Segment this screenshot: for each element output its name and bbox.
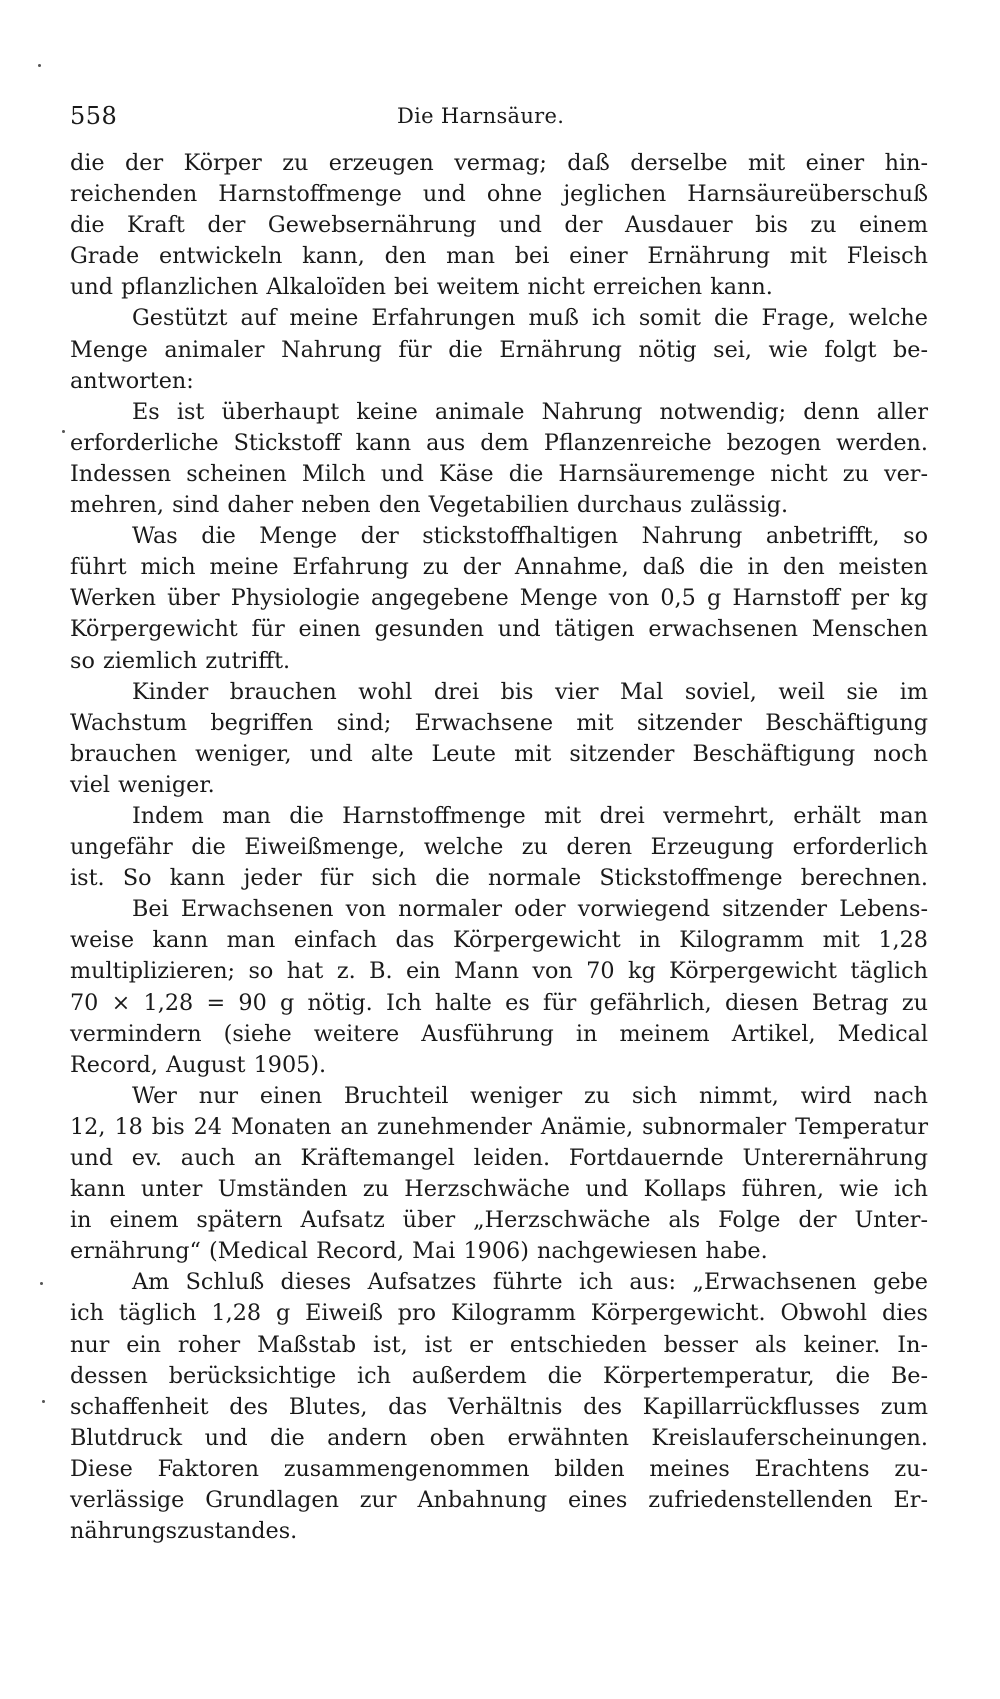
text-line: Record, August 1905). (70, 1051, 327, 1078)
text-line: führt mich meine Erfahrung zu der Annahme, daß die in den meisten (70, 554, 928, 581)
text-line: vermindern (siehe weitere Ausführung in meinem Artikel, Medical (70, 1020, 928, 1047)
text-line: brauchen weniger, und alte Leute mit sitzender Beschäftigung noch (70, 740, 928, 767)
running-title: Die Harnsäure. (397, 104, 565, 128)
page-header (70, 102, 930, 136)
text-line: Es ist überhaupt keine animale Nahrung notwendig; denn aller (132, 398, 928, 425)
text-line: ist. So kann jeder für sich die normale Stickstoffmenge berechnen. (70, 865, 928, 892)
text-line: dessen berücksichtige ich außerdem die Körpertemperatur, die Be- (70, 1362, 928, 1389)
text-line: viel weniger. (70, 771, 215, 798)
text-line: mehren, sind daher neben den Vegetabilien durchaus zulässig. (70, 492, 789, 519)
text-line: und ev. auch an Kräftemangel leiden. Fortdauernde Unterernährung (70, 1145, 928, 1171)
text-line: in einem spätern Aufsatz über „Herzschwäche als Folge der Unter- (70, 1207, 928, 1234)
text-line: kann unter Umständen zu Herzschwäche und Kollaps führen, wie ich (70, 1176, 928, 1203)
text-line: Grade entwickeln kann, den man bei einer Ernährung mit Fleisch (70, 243, 928, 270)
text-line: Menge animaler Nahrung für die Ernährung nötig sei, wie folgt be- (70, 336, 928, 363)
text-line: weise kann man einfach das Körpergewicht in Kilogramm mit 1,28 (70, 927, 928, 954)
text-line: die der Körper zu erzeugen vermag; daß derselbe mit einer hin- (70, 150, 928, 176)
text-line: erforderliche Stickstoff kann aus dem Pflanzenreiche bezogen werden. (70, 429, 928, 456)
text-line: Gestützt auf meine Erfahrungen muß ich somit die Frage, welche (132, 305, 928, 332)
text-line: nährungszustandes. (70, 1518, 298, 1545)
text-line: ich täglich 1,28 g Eiweiß pro Kilogramm Körpergewicht. Obwohl dies (70, 1300, 928, 1327)
body-text (70, 148, 928, 1547)
text-line: Blutdruck und die andern oben erwähnten Kreislauferscheinungen. (70, 1424, 928, 1451)
text-line: Indem man die Harnstoffmenge mit drei vermehrt, erhält man (132, 802, 928, 829)
text-line: 70 × 1,28 = 90 g nötig. Ich halte es für gefährlich, diesen Betrag zu (70, 989, 928, 1016)
text-line: antworten: (70, 367, 194, 394)
text-line: Am Schluß dieses Aufsatzes führte ich aus: „Erwachsenen gebe (132, 1269, 928, 1296)
text-line: Körpergewicht für einen gesunden und tätigen erwachsenen Menschen (70, 616, 928, 643)
text-line: Wer nur einen Bruchteil weniger zu sich nimmt, wird nach (132, 1082, 928, 1109)
text-line: 12, 18 bis 24 Monaten an zunehmender Anämie, subnormaler Temperatur (70, 1113, 928, 1140)
page-number: 558 (70, 102, 118, 130)
text-line: und pflanzlichen Alkaloïden bei weitem nicht erreichen kann. (70, 274, 773, 301)
text-line: multiplizieren; so hat z. B. ein Mann von 70 kg Körpergewicht täglich (70, 958, 928, 985)
text-line: reichenden Harnstoffmenge und ohne jeglichen Harnsäureüberschuß (70, 181, 928, 208)
text-line: Kinder brauchen wohl drei bis vier Mal soviel, weil sie im (132, 678, 928, 705)
print-speck (40, 1282, 43, 1285)
text-line: Was die Menge der stickstoffhaltigen Nahrung anbetrifft, so (132, 523, 928, 550)
text-line: verlässige Grundlagen zur Anbahnung eines zufriedenstellenden Er- (70, 1487, 928, 1514)
print-speck (62, 430, 65, 433)
text-line: Werken über Physiologie angegebene Menge von 0,5 g Harnstoff per kg (70, 585, 928, 612)
print-speck (42, 1400, 45, 1403)
text-line: Wachstum begriffen sind; Erwachsene mit sitzender Beschäftigung (70, 709, 928, 736)
text-line: nur ein roher Maßstab ist, ist er entschieden besser als keiner. In- (70, 1331, 928, 1358)
print-speck (38, 64, 41, 67)
text-line: schaffenheit des Blutes, das Verhältnis des Kapillarrückflusses zum (70, 1393, 928, 1420)
text-line: Bei Erwachsenen von normaler oder vorwiegend sitzender Lebens- (132, 896, 928, 923)
text-line: Diese Faktoren zusammengenommen bilden meines Erachtens zu- (70, 1455, 928, 1482)
text-line: so ziemlich zutrifft. (70, 647, 291, 674)
text-line: Indessen scheinen Milch und Käse die Harnsäuremenge nicht zu ver- (70, 460, 928, 487)
text-line: ungefähr die Eiweißmenge, welche zu deren Erzeugung erforderlich (70, 834, 928, 861)
text-line: ernährung“ (Medical Record, Mai 1906) nachgewiesen habe. (70, 1238, 768, 1265)
text-line: die Kraft der Gewebsernährung und der Ausdauer bis zu einem (70, 212, 928, 239)
